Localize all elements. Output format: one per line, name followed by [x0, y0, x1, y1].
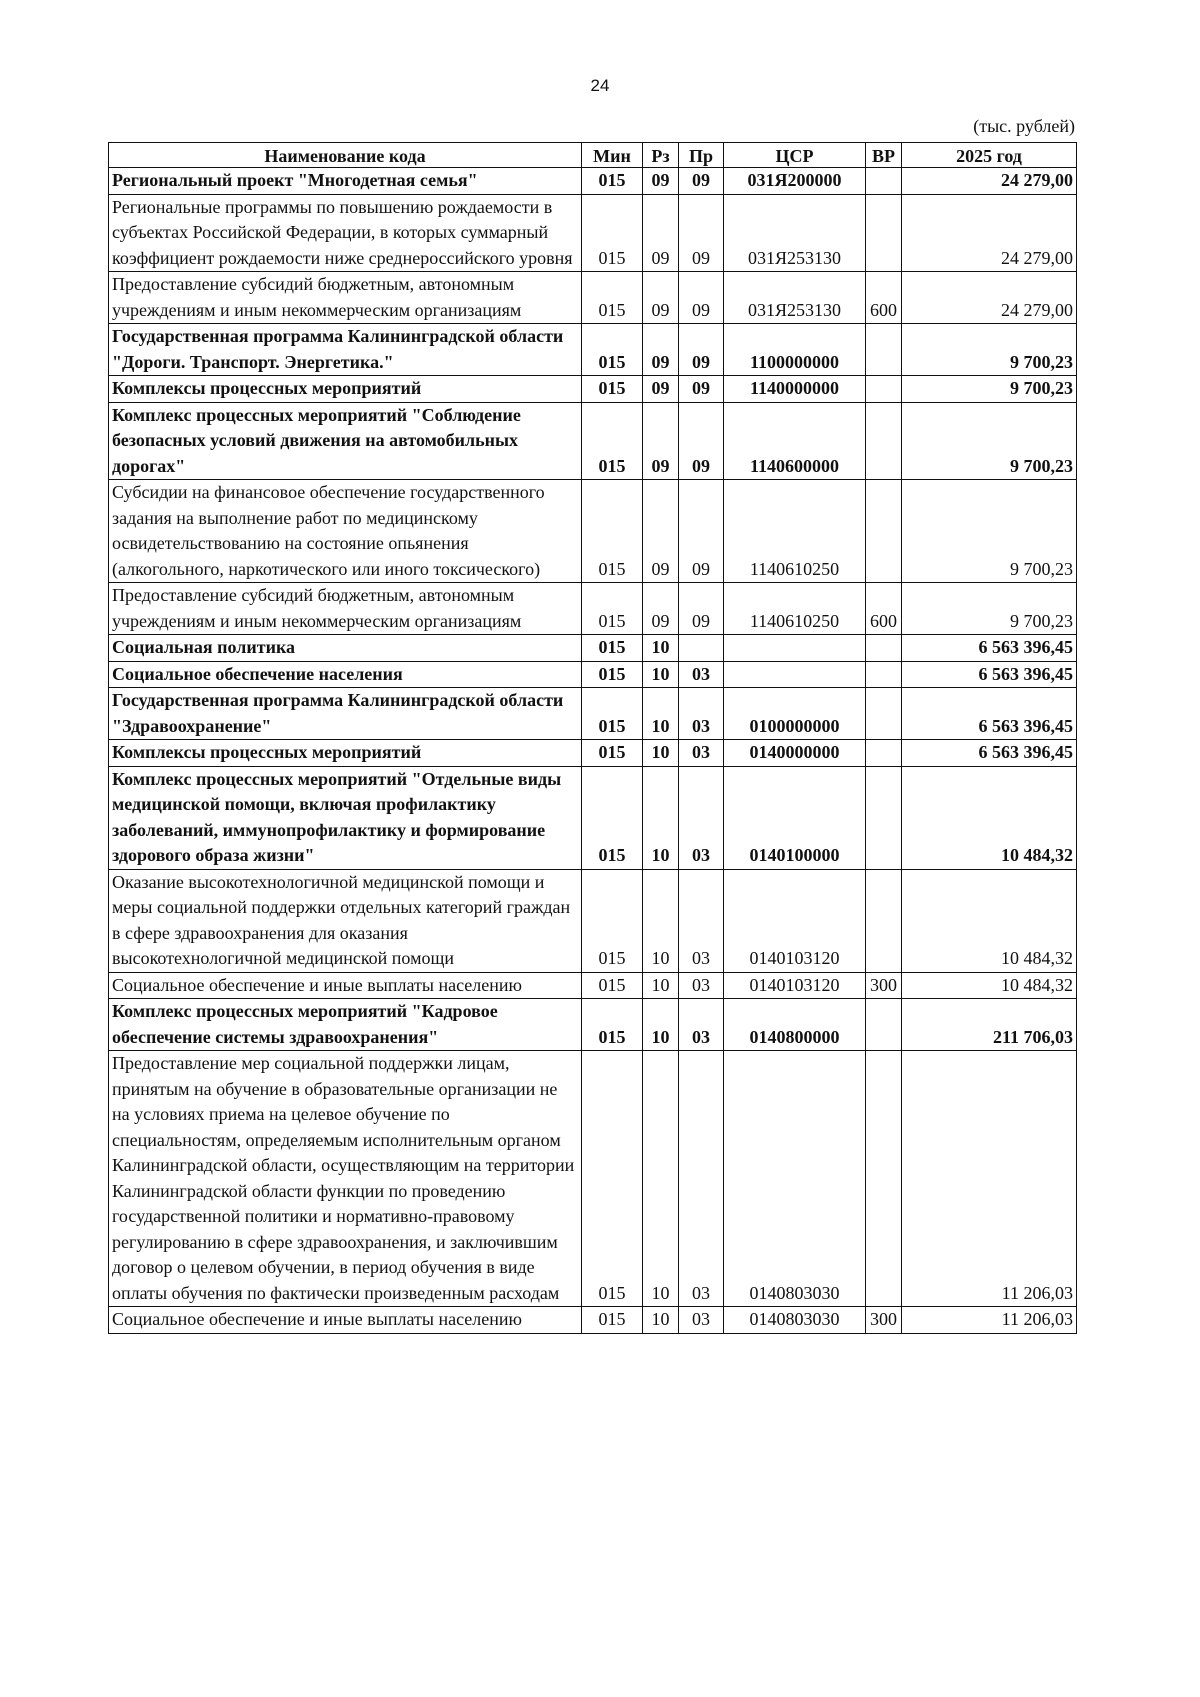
row-csr-cell: 0140103120: [724, 869, 866, 972]
table-row: [109, 194, 1077, 272]
row-csr-cell: 1100000000: [724, 324, 866, 376]
table-row: [109, 999, 1077, 1051]
row-amount-cell: 11 206,03: [902, 1051, 1077, 1307]
table-row: [109, 688, 1077, 740]
row-rz-cell: 10: [643, 740, 679, 767]
row-pr-cell: 03: [679, 766, 724, 869]
page-number: 24: [590, 76, 610, 95]
row-name-cell: Предоставление субсидий бюджетным, автономным учреждениям и иным некоммерческим организациям: [109, 583, 582, 635]
row-rz-cell: 09: [643, 480, 679, 583]
row-csr-cell: 031Я253130: [724, 194, 866, 272]
row-csr-cell: 1140000000: [724, 376, 866, 403]
row-amount-cell: 6 563 396,45: [902, 661, 1077, 688]
row-amount-cell: 24 279,00: [902, 168, 1077, 195]
row-vr-cell: [866, 194, 902, 272]
row-vr-cell: [866, 402, 902, 480]
table-row: [109, 740, 1077, 767]
row-vr-cell: [866, 661, 902, 688]
row-pr-cell: 09: [679, 480, 724, 583]
table-row: [109, 635, 1077, 662]
row-amount-cell: 9 700,23: [902, 402, 1077, 480]
row-amount-cell: 10 484,32: [902, 869, 1077, 972]
row-rz-cell: 09: [643, 272, 679, 324]
row-rz-cell: 09: [643, 376, 679, 403]
row-rz-cell: 09: [643, 402, 679, 480]
header-year: 2025 год: [902, 143, 1077, 168]
row-pr-cell: 03: [679, 740, 724, 767]
row-min-cell: 015: [582, 194, 643, 272]
table-row: [109, 1307, 1077, 1334]
row-name-cell: Комплекс процессных мероприятий "Кадровое обеспечение системы здравоохранения": [109, 999, 582, 1051]
row-amount-cell: 211 706,03: [902, 999, 1077, 1051]
row-amount-cell: 9 700,23: [902, 583, 1077, 635]
row-vr-cell: [866, 740, 902, 767]
row-rz-cell: 10: [643, 869, 679, 972]
row-csr-cell: 031Я200000: [724, 168, 866, 195]
row-vr-cell: 600: [866, 272, 902, 324]
row-name-cell: Государственная программа Калининградской области "Здравоохранение": [109, 688, 582, 740]
row-rz-cell: 10: [643, 688, 679, 740]
table-row: [109, 324, 1077, 376]
row-pr-cell: 09: [679, 194, 724, 272]
row-amount-cell: 10 484,32: [902, 766, 1077, 869]
row-vr-cell: [866, 766, 902, 869]
row-name-cell: Региональный проект "Многодетная семья": [109, 168, 582, 195]
row-pr-cell: 03: [679, 869, 724, 972]
row-amount-cell: 9 700,23: [902, 376, 1077, 403]
row-vr-cell: 300: [866, 972, 902, 999]
row-min-cell: 015: [582, 635, 643, 662]
header-pr: Пр: [679, 143, 724, 168]
row-rz-cell: 10: [643, 972, 679, 999]
table-header-row: [109, 143, 1077, 168]
row-min-cell: 015: [582, 1051, 643, 1307]
table-row: [109, 583, 1077, 635]
row-name-cell: Комплексы процессных мероприятий: [109, 376, 582, 403]
row-min-cell: 015: [582, 324, 643, 376]
row-min-cell: 015: [582, 869, 643, 972]
table-body: [109, 168, 1077, 1334]
row-vr-cell: [866, 376, 902, 403]
row-vr-cell: 300: [866, 1307, 902, 1334]
row-name-cell: Социальное обеспечение и иные выплаты населению: [109, 1307, 582, 1334]
row-pr-cell: 09: [679, 402, 724, 480]
row-name-cell: Субсидии на финансовое обеспечение государственного задания на выполнение работ по медицинскому освидетельствованию на состояние опьянения (алкогольного, наркотического или иного токсического): [109, 480, 582, 583]
row-csr-cell: 0100000000: [724, 688, 866, 740]
row-name-cell: Социальная политика: [109, 635, 582, 662]
row-csr-cell: 0140103120: [724, 972, 866, 999]
row-name-cell: Предоставление мер социальной поддержки лицам, принятым на обучение в образовательные организации не на условиях приема на целевое обучение по специальностям, определяемым исполнительным органом Калининградской области, осуществляющим на территории Калининградской области функции по проведению государственной политики и нормативно-правовому регулированию в сфере здравоохранения, и заключившим договор о целевом обучении, в период обучения в виде оплаты обучения по фактически произведенным расходам: [109, 1051, 582, 1307]
row-csr-cell: 1140600000: [724, 402, 866, 480]
row-vr-cell: 600: [866, 583, 902, 635]
row-min-cell: 015: [582, 972, 643, 999]
row-name-cell: Предоставление субсидий бюджетным, автономным учреждениям и иным некоммерческим организациям: [109, 272, 582, 324]
row-min-cell: 015: [582, 272, 643, 324]
table-row: [109, 869, 1077, 972]
row-vr-cell: [866, 480, 902, 583]
row-csr-cell: 0140000000: [724, 740, 866, 767]
row-amount-cell: 24 279,00: [902, 194, 1077, 272]
row-csr-cell: [724, 635, 866, 662]
row-vr-cell: [866, 635, 902, 662]
row-min-cell: 015: [582, 480, 643, 583]
row-name-cell: Региональные программы по повышению рождаемости в субъектах Российской Федерации, в которых суммарный коэффициент рождаемости ниже среднероссийского уровня: [109, 194, 582, 272]
row-pr-cell: 09: [679, 583, 724, 635]
row-rz-cell: 10: [643, 766, 679, 869]
row-amount-cell: 6 563 396,45: [902, 688, 1077, 740]
row-min-cell: 015: [582, 402, 643, 480]
header-csr: ЦСР: [724, 143, 866, 168]
row-pr-cell: 09: [679, 324, 724, 376]
row-vr-cell: [866, 688, 902, 740]
table-row: [109, 402, 1077, 480]
row-pr-cell: 03: [679, 688, 724, 740]
row-amount-cell: 6 563 396,45: [902, 635, 1077, 662]
row-csr-cell: 0140100000: [724, 766, 866, 869]
header-min: Мин: [582, 143, 643, 168]
row-pr-cell: 03: [679, 999, 724, 1051]
row-min-cell: 015: [582, 1307, 643, 1334]
row-amount-cell: 9 700,23: [902, 324, 1077, 376]
row-name-cell: Комплексы процессных мероприятий: [109, 740, 582, 767]
header-name: Наименование кода: [109, 143, 582, 168]
row-min-cell: 015: [582, 766, 643, 869]
row-csr-cell: 031Я253130: [724, 272, 866, 324]
table-row: [109, 272, 1077, 324]
row-min-cell: 015: [582, 688, 643, 740]
budget-table: [108, 142, 1077, 1334]
row-min-cell: 015: [582, 376, 643, 403]
row-csr-cell: 0140800000: [724, 999, 866, 1051]
row-pr-cell: 03: [679, 661, 724, 688]
units-label: (тыс. рублей): [973, 116, 1075, 136]
row-name-cell: Социальное обеспечение и иные выплаты населению: [109, 972, 582, 999]
row-csr-cell: 1140610250: [724, 480, 866, 583]
row-amount-cell: 10 484,32: [902, 972, 1077, 999]
row-rz-cell: 10: [643, 999, 679, 1051]
row-vr-cell: [866, 324, 902, 376]
table-row: [109, 480, 1077, 583]
table-row: [109, 661, 1077, 688]
row-rz-cell: 09: [643, 194, 679, 272]
row-csr-cell: 0140803030: [724, 1051, 866, 1307]
row-vr-cell: [866, 168, 902, 195]
row-min-cell: 015: [582, 661, 643, 688]
row-amount-cell: 11 206,03: [902, 1307, 1077, 1334]
row-csr-cell: [724, 661, 866, 688]
row-name-cell: Оказание высокотехнологичной медицинской помощи и меры социальной поддержки отдельных категорий граждан в сфере здравоохранения для оказания высокотехнологичной медицинской помощи: [109, 869, 582, 972]
row-csr-cell: 1140610250: [724, 583, 866, 635]
row-pr-cell: 09: [679, 376, 724, 403]
table-row: [109, 168, 1077, 195]
row-pr-cell: 03: [679, 1307, 724, 1334]
row-csr-cell: 0140803030: [724, 1307, 866, 1334]
table-row: [109, 972, 1077, 999]
header-rz: Рз: [643, 143, 679, 168]
table-row: [109, 376, 1077, 403]
row-amount-cell: 24 279,00: [902, 272, 1077, 324]
row-min-cell: 015: [582, 583, 643, 635]
row-rz-cell: 09: [643, 583, 679, 635]
row-pr-cell: 09: [679, 168, 724, 195]
row-min-cell: 015: [582, 168, 643, 195]
row-vr-cell: [866, 869, 902, 972]
header-vr: ВР: [866, 143, 902, 168]
row-rz-cell: 10: [643, 1051, 679, 1307]
row-rz-cell: 10: [643, 1307, 679, 1334]
row-name-cell: Социальное обеспечение населения: [109, 661, 582, 688]
row-amount-cell: 9 700,23: [902, 480, 1077, 583]
row-rz-cell: 10: [643, 661, 679, 688]
row-pr-cell: 03: [679, 1051, 724, 1307]
table-row: [109, 1051, 1077, 1307]
row-rz-cell: 09: [643, 324, 679, 376]
row-name-cell: Комплекс процессных мероприятий "Отдельные виды медицинской помощи, включая профилактику заболеваний, иммунопрофилактику и формирование здорового образа жизни": [109, 766, 582, 869]
row-rz-cell: 09: [643, 168, 679, 195]
row-name-cell: Государственная программа Калининградской области "Дороги. Транспорт. Энергетика.": [109, 324, 582, 376]
row-vr-cell: [866, 1051, 902, 1307]
row-pr-cell: [679, 635, 724, 662]
row-pr-cell: 03: [679, 972, 724, 999]
row-min-cell: 015: [582, 999, 643, 1051]
table-row: [109, 766, 1077, 869]
row-name-cell: Комплекс процессных мероприятий "Соблюдение безопасных условий движения на автомобильных дорогах": [109, 402, 582, 480]
row-amount-cell: 6 563 396,45: [902, 740, 1077, 767]
row-min-cell: 015: [582, 740, 643, 767]
row-pr-cell: 09: [679, 272, 724, 324]
row-vr-cell: [866, 999, 902, 1051]
row-rz-cell: 10: [643, 635, 679, 662]
